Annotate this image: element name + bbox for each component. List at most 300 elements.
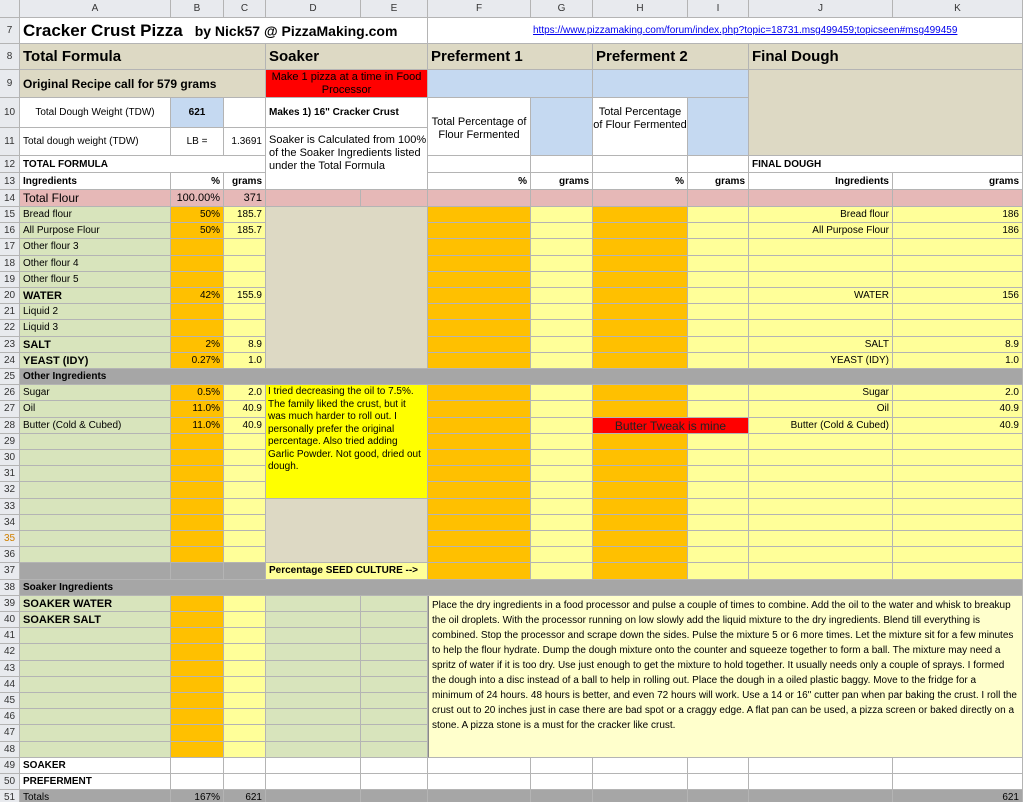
grid-cell[interactable] bbox=[20, 742, 171, 758]
row-header[interactable]: 32 bbox=[0, 482, 20, 498]
grid-cell[interactable] bbox=[224, 434, 266, 450]
grid-cell[interactable] bbox=[893, 758, 1023, 774]
grid-cell[interactable] bbox=[893, 547, 1023, 563]
row-header[interactable]: 24 bbox=[0, 353, 20, 369]
grid-cell[interactable] bbox=[593, 320, 688, 336]
grid-cell[interactable] bbox=[688, 304, 749, 320]
grid-cell[interactable] bbox=[428, 256, 531, 272]
grid-cell[interactable] bbox=[688, 499, 749, 515]
grid-cell[interactable] bbox=[688, 790, 749, 802]
grid-cell[interactable] bbox=[361, 677, 428, 693]
grid-cell[interactable] bbox=[171, 677, 224, 693]
total-flour-pct[interactable]: 100.00% bbox=[171, 190, 224, 207]
row-header[interactable]: 13 bbox=[0, 173, 20, 190]
final-ingredient-grams[interactable] bbox=[893, 239, 1023, 255]
grid-cell[interactable] bbox=[749, 758, 893, 774]
grid-cell[interactable] bbox=[428, 790, 531, 802]
grid-cell[interactable] bbox=[531, 353, 593, 369]
tdw-value[interactable]: 621 bbox=[171, 98, 224, 128]
grid-cell[interactable] bbox=[171, 515, 224, 531]
grid-cell[interactable] bbox=[20, 644, 171, 660]
grid-cell[interactable] bbox=[688, 450, 749, 466]
grid-cell[interactable] bbox=[593, 515, 688, 531]
row-header[interactable]: 19 bbox=[0, 272, 20, 288]
grid-cell[interactable] bbox=[531, 434, 593, 450]
row-header[interactable]: 44 bbox=[0, 677, 20, 693]
grid-cell[interactable] bbox=[593, 190, 688, 207]
grid-cell[interactable] bbox=[531, 774, 593, 790]
grid-cell[interactable] bbox=[171, 661, 224, 677]
grid-cell[interactable] bbox=[224, 466, 266, 482]
lb-value[interactable]: 1.3691 bbox=[224, 128, 266, 156]
grid-cell[interactable] bbox=[531, 563, 593, 579]
grid-cell[interactable] bbox=[171, 596, 224, 612]
ingredient-pct[interactable]: 50% bbox=[171, 223, 224, 239]
grid-cell[interactable] bbox=[593, 774, 688, 790]
column-header-h[interactable]: H bbox=[593, 0, 688, 18]
row-header[interactable]: 21 bbox=[0, 304, 20, 320]
grid-cell[interactable] bbox=[749, 515, 893, 531]
grid-cell[interactable] bbox=[893, 531, 1023, 547]
grid-cell[interactable] bbox=[171, 693, 224, 709]
grid-cell[interactable] bbox=[428, 482, 531, 498]
row-header[interactable]: 22 bbox=[0, 320, 20, 336]
grid-cell[interactable] bbox=[749, 531, 893, 547]
grid-cell[interactable] bbox=[171, 725, 224, 741]
grid-cell[interactable] bbox=[224, 677, 266, 693]
grid-cell[interactable] bbox=[531, 190, 593, 207]
grid-cell[interactable] bbox=[531, 385, 593, 401]
grid-cell[interactable] bbox=[224, 661, 266, 677]
row-header[interactable]: 43 bbox=[0, 661, 20, 677]
final-ingredient-grams[interactable] bbox=[893, 320, 1023, 336]
final-ingredient-grams[interactable] bbox=[893, 304, 1023, 320]
ingredient-grams[interactable] bbox=[224, 304, 266, 320]
grid-cell[interactable] bbox=[224, 742, 266, 758]
grid-cell[interactable] bbox=[428, 385, 531, 401]
grid-cell[interactable] bbox=[224, 628, 266, 644]
soaker-block-lower[interactable] bbox=[266, 499, 428, 564]
grid-cell[interactable] bbox=[428, 418, 531, 434]
grid-cell[interactable] bbox=[20, 725, 171, 741]
row-header[interactable]: 20 bbox=[0, 288, 20, 304]
grid-cell[interactable] bbox=[531, 515, 593, 531]
grid-cell[interactable] bbox=[20, 628, 171, 644]
grid-cell[interactable] bbox=[593, 450, 688, 466]
grid-cell[interactable] bbox=[893, 482, 1023, 498]
grid-cell[interactable] bbox=[531, 304, 593, 320]
row-header[interactable]: 50 bbox=[0, 774, 20, 790]
grid-cell[interactable] bbox=[749, 774, 893, 790]
grid-cell[interactable] bbox=[428, 156, 531, 173]
grid-cell[interactable] bbox=[266, 693, 361, 709]
soaker-block[interactable] bbox=[266, 207, 428, 369]
grid-cell[interactable] bbox=[688, 337, 749, 353]
grid-cell[interactable] bbox=[688, 547, 749, 563]
grid-cell[interactable] bbox=[428, 320, 531, 336]
grid-cell[interactable] bbox=[593, 466, 688, 482]
grid-cell[interactable] bbox=[593, 239, 688, 255]
grid-cell[interactable] bbox=[688, 531, 749, 547]
grid-cell[interactable] bbox=[266, 677, 361, 693]
row-header[interactable]: 9 bbox=[0, 70, 20, 98]
other-ingredient-pct[interactable]: 11.0% bbox=[171, 401, 224, 417]
grid-cell[interactable] bbox=[688, 401, 749, 417]
ingredient-pct[interactable] bbox=[171, 256, 224, 272]
grid-cell[interactable] bbox=[20, 677, 171, 693]
grid-cell[interactable] bbox=[171, 434, 224, 450]
grid-cell[interactable] bbox=[361, 790, 428, 802]
grid-cell[interactable] bbox=[171, 644, 224, 660]
final-ingredient-grams[interactable]: 156 bbox=[893, 288, 1023, 304]
grid-cell[interactable] bbox=[531, 239, 593, 255]
grid-cell[interactable] bbox=[593, 401, 688, 417]
row-header[interactable]: 7 bbox=[0, 18, 20, 44]
grid-cell[interactable] bbox=[593, 482, 688, 498]
totals-pct[interactable]: 167% bbox=[171, 790, 224, 802]
grid-cell[interactable] bbox=[428, 190, 531, 207]
grid-cell[interactable] bbox=[893, 434, 1023, 450]
grid-cell[interactable] bbox=[361, 709, 428, 725]
row-header[interactable]: 36 bbox=[0, 547, 20, 563]
row-header[interactable]: 14 bbox=[0, 190, 20, 207]
grid-cell[interactable] bbox=[893, 774, 1023, 790]
grid-cell[interactable] bbox=[428, 774, 531, 790]
preferment2-input[interactable] bbox=[593, 70, 749, 98]
grid-cell[interactable] bbox=[593, 256, 688, 272]
grid-cell[interactable] bbox=[428, 450, 531, 466]
grid-cell[interactable] bbox=[266, 661, 361, 677]
grid-cell[interactable] bbox=[266, 725, 361, 741]
column-header-f[interactable]: F bbox=[428, 0, 531, 18]
grid-cell[interactable] bbox=[531, 337, 593, 353]
grid-cell[interactable] bbox=[428, 353, 531, 369]
grid-cell[interactable] bbox=[361, 644, 428, 660]
grid-cell[interactable] bbox=[593, 156, 688, 173]
grid-cell[interactable] bbox=[688, 434, 749, 450]
grid-cell[interactable] bbox=[266, 190, 361, 207]
grid-cell[interactable] bbox=[531, 256, 593, 272]
row-header[interactable]: 23 bbox=[0, 337, 20, 353]
preferment1-percentage[interactable] bbox=[531, 98, 593, 156]
row-header[interactable]: 31 bbox=[0, 466, 20, 482]
grid-cell[interactable] bbox=[531, 207, 593, 223]
row-header[interactable]: 34 bbox=[0, 515, 20, 531]
row-header[interactable]: 42 bbox=[0, 644, 20, 660]
grid-cell[interactable] bbox=[688, 320, 749, 336]
grid-cell[interactable] bbox=[428, 515, 531, 531]
grid-cell[interactable] bbox=[361, 190, 428, 207]
column-header-k[interactable]: K bbox=[893, 0, 1023, 18]
grid-cell[interactable] bbox=[266, 596, 361, 612]
grid-cell[interactable] bbox=[20, 482, 171, 498]
row-header[interactable]: 11 bbox=[0, 128, 20, 156]
grid-cell[interactable] bbox=[893, 466, 1023, 482]
column-header-g[interactable]: G bbox=[531, 0, 593, 18]
grid-cell[interactable] bbox=[531, 401, 593, 417]
grid-cell[interactable] bbox=[224, 499, 266, 515]
grid-cell[interactable] bbox=[531, 156, 593, 173]
grid-cell[interactable] bbox=[361, 725, 428, 741]
other-ingredient-grams[interactable]: 40.9 bbox=[224, 401, 266, 417]
final-ingredient-grams[interactable]: 186 bbox=[893, 223, 1023, 239]
grid-cell[interactable] bbox=[224, 612, 266, 628]
grid-cell[interactable] bbox=[593, 434, 688, 450]
grid-cell[interactable] bbox=[593, 563, 688, 579]
grid-cell[interactable] bbox=[593, 288, 688, 304]
ingredient-pct[interactable]: 2% bbox=[171, 337, 224, 353]
grid-cell[interactable] bbox=[171, 563, 224, 579]
grid-cell[interactable] bbox=[688, 223, 749, 239]
grid-cell[interactable] bbox=[688, 466, 749, 482]
grid-cell[interactable] bbox=[20, 466, 171, 482]
grid-cell[interactable] bbox=[20, 515, 171, 531]
grid-cell[interactable] bbox=[749, 466, 893, 482]
grid-cell[interactable] bbox=[428, 272, 531, 288]
grid-cell[interactable] bbox=[531, 223, 593, 239]
ingredient-pct[interactable]: 0.27% bbox=[171, 353, 224, 369]
grid-cell[interactable] bbox=[428, 207, 531, 223]
grid-cell[interactable] bbox=[224, 547, 266, 563]
grid-cell[interactable] bbox=[428, 547, 531, 563]
row-header[interactable]: 40 bbox=[0, 612, 20, 628]
grid-cell[interactable] bbox=[20, 563, 171, 579]
grid-cell[interactable] bbox=[266, 774, 361, 790]
ingredient-pct[interactable] bbox=[171, 304, 224, 320]
grid-cell[interactable] bbox=[171, 709, 224, 725]
grid-cell[interactable] bbox=[266, 790, 361, 802]
grid-cell[interactable] bbox=[266, 758, 361, 774]
grid-cell[interactable] bbox=[20, 531, 171, 547]
grid-cell[interactable] bbox=[171, 742, 224, 758]
grid-cell[interactable] bbox=[224, 725, 266, 741]
column-header-i[interactable]: I bbox=[688, 0, 749, 18]
grid-cell[interactable] bbox=[749, 563, 893, 579]
final-ingredient-grams[interactable] bbox=[893, 272, 1023, 288]
grid-cell[interactable] bbox=[688, 207, 749, 223]
totals-final-grams[interactable]: 621 bbox=[893, 790, 1023, 802]
grid-cell[interactable] bbox=[20, 499, 171, 515]
grid-cell[interactable] bbox=[593, 207, 688, 223]
grid-cell[interactable] bbox=[224, 774, 266, 790]
row-header[interactable]: 28 bbox=[0, 418, 20, 434]
other-ingredient-pct[interactable]: 11.0% bbox=[171, 418, 224, 434]
column-header-b[interactable]: B bbox=[171, 0, 224, 18]
row-header[interactable]: 29 bbox=[0, 434, 20, 450]
row-header[interactable]: 47 bbox=[0, 725, 20, 741]
grid-cell[interactable] bbox=[688, 156, 749, 173]
other-ingredient-pct[interactable]: 0.5% bbox=[171, 385, 224, 401]
grid-cell[interactable] bbox=[224, 450, 266, 466]
row-header[interactable]: 12 bbox=[0, 156, 20, 173]
grid-cell[interactable] bbox=[171, 628, 224, 644]
grid-cell[interactable] bbox=[688, 353, 749, 369]
grid-cell[interactable] bbox=[361, 628, 428, 644]
grid-cell[interactable] bbox=[428, 223, 531, 239]
grid-cell[interactable] bbox=[171, 450, 224, 466]
ingredient-pct[interactable] bbox=[171, 320, 224, 336]
ingredient-grams[interactable] bbox=[224, 272, 266, 288]
grid-cell[interactable] bbox=[361, 612, 428, 628]
final-other-grams[interactable]: 2.0 bbox=[893, 385, 1023, 401]
grid-cell[interactable] bbox=[266, 644, 361, 660]
grid-cell[interactable] bbox=[531, 466, 593, 482]
grid-cell[interactable] bbox=[531, 272, 593, 288]
row-header[interactable]: 15 bbox=[0, 207, 20, 223]
grid-cell[interactable] bbox=[688, 774, 749, 790]
row-header[interactable]: 35 bbox=[0, 531, 20, 547]
grid-cell[interactable] bbox=[224, 531, 266, 547]
row-header[interactable]: 38 bbox=[0, 580, 20, 596]
grid-cell[interactable] bbox=[428, 466, 531, 482]
preferment1-input[interactable] bbox=[428, 70, 593, 98]
grid-cell[interactable] bbox=[531, 758, 593, 774]
grid-cell[interactable] bbox=[593, 758, 688, 774]
row-header[interactable]: 46 bbox=[0, 709, 20, 725]
other-ingredient-grams[interactable]: 2.0 bbox=[224, 385, 266, 401]
grid-cell[interactable] bbox=[224, 693, 266, 709]
grid-cell[interactable] bbox=[361, 596, 428, 612]
preferment2-percentage[interactable] bbox=[688, 98, 749, 156]
grid-cell[interactable] bbox=[593, 531, 688, 547]
grid-cell[interactable] bbox=[266, 628, 361, 644]
total-flour-grams[interactable]: 371 bbox=[224, 190, 266, 207]
grid-cell[interactable] bbox=[688, 758, 749, 774]
row-header[interactable]: 39 bbox=[0, 596, 20, 612]
row-header[interactable]: 27 bbox=[0, 401, 20, 417]
grid-cell[interactable] bbox=[428, 304, 531, 320]
row-header[interactable]: 30 bbox=[0, 450, 20, 466]
final-ingredient-grams[interactable] bbox=[893, 256, 1023, 272]
grid-cell[interactable] bbox=[593, 385, 688, 401]
ingredient-pct[interactable]: 50% bbox=[171, 207, 224, 223]
grid-cell[interactable] bbox=[688, 563, 749, 579]
ingredient-grams[interactable]: 155.9 bbox=[224, 288, 266, 304]
grid-cell[interactable] bbox=[593, 499, 688, 515]
ingredient-grams[interactable]: 185.7 bbox=[224, 207, 266, 223]
grid-cell[interactable] bbox=[593, 337, 688, 353]
grid-cell[interactable] bbox=[428, 531, 531, 547]
row-header[interactable]: 48 bbox=[0, 742, 20, 758]
grid-cell[interactable] bbox=[893, 450, 1023, 466]
grid-cell[interactable] bbox=[224, 644, 266, 660]
final-other-grams[interactable]: 40.9 bbox=[893, 418, 1023, 434]
row-header[interactable]: 25 bbox=[0, 369, 20, 385]
row-header[interactable]: 37 bbox=[0, 563, 20, 579]
grid-cell[interactable] bbox=[361, 661, 428, 677]
grid-cell[interactable] bbox=[749, 450, 893, 466]
grid-cell[interactable] bbox=[20, 434, 171, 450]
grid-cell[interactable] bbox=[531, 418, 593, 434]
totals-grams[interactable]: 621 bbox=[224, 790, 266, 802]
grid-cell[interactable] bbox=[531, 288, 593, 304]
grid-cell[interactable] bbox=[688, 190, 749, 207]
row-header[interactable]: 18 bbox=[0, 256, 20, 272]
source-link[interactable]: https://www.pizzamaking.com/forum/index.php?topic=18731.msg499459;topicseen#msg499459 bbox=[428, 18, 1023, 44]
grid-cell[interactable] bbox=[428, 337, 531, 353]
grid-cell[interactable] bbox=[531, 790, 593, 802]
grid-cell[interactable] bbox=[224, 709, 266, 725]
grid-cell[interactable] bbox=[20, 661, 171, 677]
grid-cell[interactable] bbox=[893, 515, 1023, 531]
grid-cell[interactable] bbox=[20, 547, 171, 563]
grid-cell[interactable] bbox=[749, 434, 893, 450]
grid-cell[interactable] bbox=[171, 466, 224, 482]
grid-cell[interactable] bbox=[688, 239, 749, 255]
grid-cell[interactable] bbox=[593, 353, 688, 369]
row-header[interactable]: 45 bbox=[0, 693, 20, 709]
grid-cell[interactable] bbox=[531, 499, 593, 515]
ingredient-pct[interactable] bbox=[171, 239, 224, 255]
grid-cell[interactable] bbox=[428, 434, 531, 450]
grid-cell[interactable] bbox=[224, 515, 266, 531]
row-header[interactable]: 17 bbox=[0, 239, 20, 255]
row-header[interactable]: 51 bbox=[0, 790, 20, 802]
ingredient-grams[interactable]: 8.9 bbox=[224, 337, 266, 353]
grid-cell[interactable] bbox=[224, 482, 266, 498]
grid-cell[interactable] bbox=[531, 482, 593, 498]
row-header[interactable]: 41 bbox=[0, 628, 20, 644]
grid-cell[interactable] bbox=[428, 563, 531, 579]
ingredient-grams[interactable]: 1.0 bbox=[224, 353, 266, 369]
grid-cell[interactable] bbox=[224, 563, 266, 579]
ingredient-grams[interactable]: 185.7 bbox=[224, 223, 266, 239]
column-header-a[interactable]: A bbox=[20, 0, 171, 18]
grid-cell[interactable] bbox=[361, 742, 428, 758]
grid-cell[interactable] bbox=[688, 288, 749, 304]
column-header-e[interactable]: E bbox=[361, 0, 428, 18]
ingredient-grams[interactable] bbox=[224, 239, 266, 255]
grid-cell[interactable] bbox=[171, 774, 224, 790]
grid-cell[interactable] bbox=[171, 547, 224, 563]
ingredient-pct[interactable]: 42% bbox=[171, 288, 224, 304]
grid-cell[interactable] bbox=[171, 758, 224, 774]
grid-cell[interactable] bbox=[593, 790, 688, 802]
grid-cell[interactable] bbox=[266, 709, 361, 725]
grid-cell[interactable] bbox=[428, 401, 531, 417]
grid-cell[interactable] bbox=[749, 790, 893, 802]
grid-cell[interactable] bbox=[266, 742, 361, 758]
grid-cell[interactable] bbox=[428, 499, 531, 515]
grid-cell[interactable] bbox=[171, 499, 224, 515]
grid-cell[interactable] bbox=[893, 499, 1023, 515]
final-ingredient-grams[interactable]: 8.9 bbox=[893, 337, 1023, 353]
grid-cell[interactable] bbox=[361, 693, 428, 709]
row-header[interactable]: 49 bbox=[0, 758, 20, 774]
grid-cell[interactable] bbox=[688, 385, 749, 401]
ingredient-grams[interactable] bbox=[224, 256, 266, 272]
grid-cell[interactable] bbox=[893, 190, 1023, 207]
grid-cell[interactable] bbox=[224, 596, 266, 612]
grid-cell[interactable] bbox=[531, 450, 593, 466]
grid-cell[interactable] bbox=[593, 223, 688, 239]
ingredient-pct[interactable] bbox=[171, 272, 224, 288]
grid-cell[interactable] bbox=[749, 190, 893, 207]
grid-cell[interactable] bbox=[224, 758, 266, 774]
grid-cell[interactable] bbox=[593, 547, 688, 563]
grid-cell[interactable] bbox=[171, 482, 224, 498]
grid-cell[interactable] bbox=[893, 563, 1023, 579]
grid-cell[interactable] bbox=[428, 239, 531, 255]
ingredient-grams[interactable] bbox=[224, 320, 266, 336]
grid-cell[interactable] bbox=[266, 612, 361, 628]
row-header[interactable]: 10 bbox=[0, 98, 20, 128]
grid-cell[interactable] bbox=[361, 774, 428, 790]
grid-cell[interactable] bbox=[20, 709, 171, 725]
final-other-grams[interactable]: 40.9 bbox=[893, 401, 1023, 417]
grid-cell[interactable] bbox=[593, 272, 688, 288]
grid-cell[interactable] bbox=[749, 482, 893, 498]
